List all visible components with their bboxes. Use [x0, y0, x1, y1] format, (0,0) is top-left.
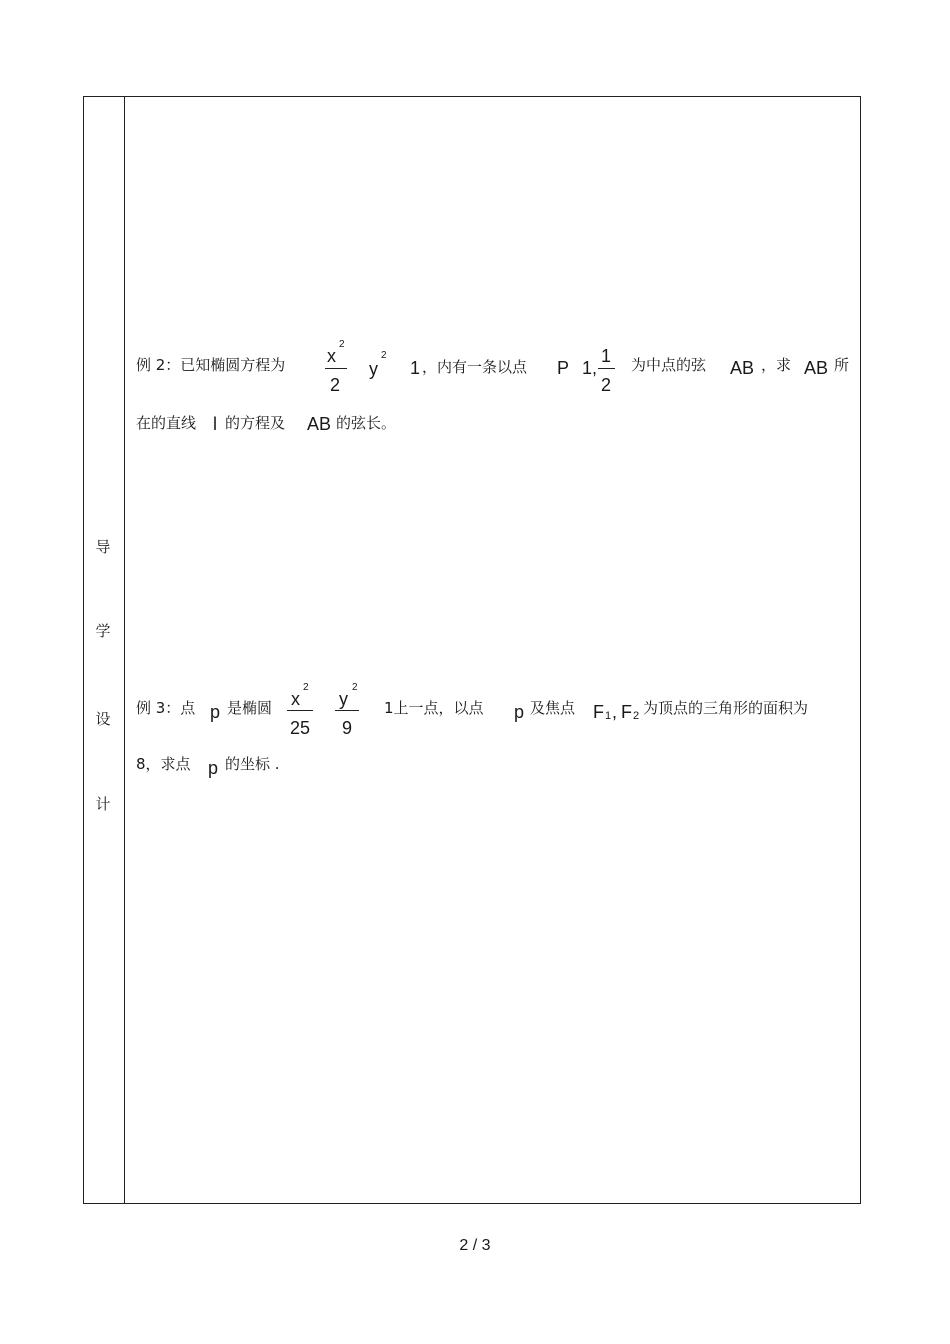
column-divider	[124, 96, 125, 1204]
example-2-rhs: 1	[410, 358, 421, 378]
example-3-f2: F	[621, 702, 632, 722]
example-3-point-2: p	[514, 702, 525, 722]
table-frame	[83, 96, 861, 1204]
example-3-intro: 例 3：点	[136, 699, 196, 717]
example-3-and-foci: 及焦点	[530, 699, 576, 717]
example-2-intro: 例 2：已知椭圆方程为	[136, 356, 286, 374]
example-2-point-x: 1,	[582, 358, 598, 378]
example-3-frac1-numerator: x	[291, 689, 300, 709]
example-3-comma: ,	[612, 702, 618, 722]
example-3-line2-prefix: 8，求点	[136, 755, 191, 773]
example-2-frac1-bar	[325, 368, 347, 369]
example-3-is-on: 是椭圆	[227, 699, 273, 717]
example-2-line2-mid: 的方程及	[225, 414, 286, 432]
example-3-frac2-numerator-exponent: 2	[352, 682, 358, 693]
example-2-y-exponent: 2	[381, 350, 387, 361]
example-3-frac1-bar	[287, 710, 313, 711]
example-2-chord: AB	[730, 358, 755, 378]
example-3-line2-suffix: 的坐标 .	[225, 755, 280, 773]
example-2-frac1-numerator-exponent: 2	[339, 339, 345, 350]
example-3-f1-subscript: 1	[605, 710, 612, 722]
example-2-chord-3: AB	[307, 414, 332, 434]
example-2-frac2-bar	[598, 368, 615, 369]
example-3-f1: F	[593, 702, 604, 722]
example-2-suffix: 所	[834, 356, 850, 374]
example-2-chord-2: AB	[804, 358, 829, 378]
example-2-point-name: P	[557, 358, 570, 378]
example-2-seek-text: ，求	[761, 356, 792, 374]
side-label-char-4: 计	[95, 795, 111, 813]
example-3-frac1-numerator-exponent: 2	[303, 682, 309, 693]
example-2-y-term: y	[369, 359, 378, 379]
example-3-vertex-text: 为顶点的三角形的面积为	[643, 699, 809, 717]
side-label-char-2: 学	[95, 622, 111, 640]
example-3-frac2-bar	[335, 710, 359, 711]
example-3-rhs-text: 1上一点，以点	[384, 699, 484, 717]
example-3-frac2-denominator: 9	[342, 718, 353, 738]
example-3-point: p	[210, 702, 221, 722]
page-indicator: 2 / 3	[459, 1237, 491, 1254]
example-3-frac1-denominator: 25	[290, 718, 311, 738]
example-3-frac2-numerator: y	[339, 689, 348, 709]
example-2-frac1-numerator: x	[327, 346, 336, 366]
example-2-line2-suffix: 的弦长。	[336, 414, 397, 432]
example-2-after-point: 为中点的弦	[631, 356, 707, 374]
example-2-frac2-denominator: 2	[601, 375, 612, 395]
side-label-char-1: 导	[95, 538, 111, 556]
example-2-frac2-numerator: 1	[601, 346, 612, 366]
example-3-f2-subscript: 2	[633, 710, 640, 722]
example-2-line-name: l	[213, 414, 217, 434]
example-2-frac1-denominator: 2	[330, 375, 341, 395]
example-2-mid-text: ，内有一条以点	[422, 358, 528, 376]
side-label-char-3: 设	[95, 710, 111, 728]
example-3-point-3: p	[208, 758, 219, 778]
example-2-line2-prefix: 在的直线	[136, 414, 197, 432]
